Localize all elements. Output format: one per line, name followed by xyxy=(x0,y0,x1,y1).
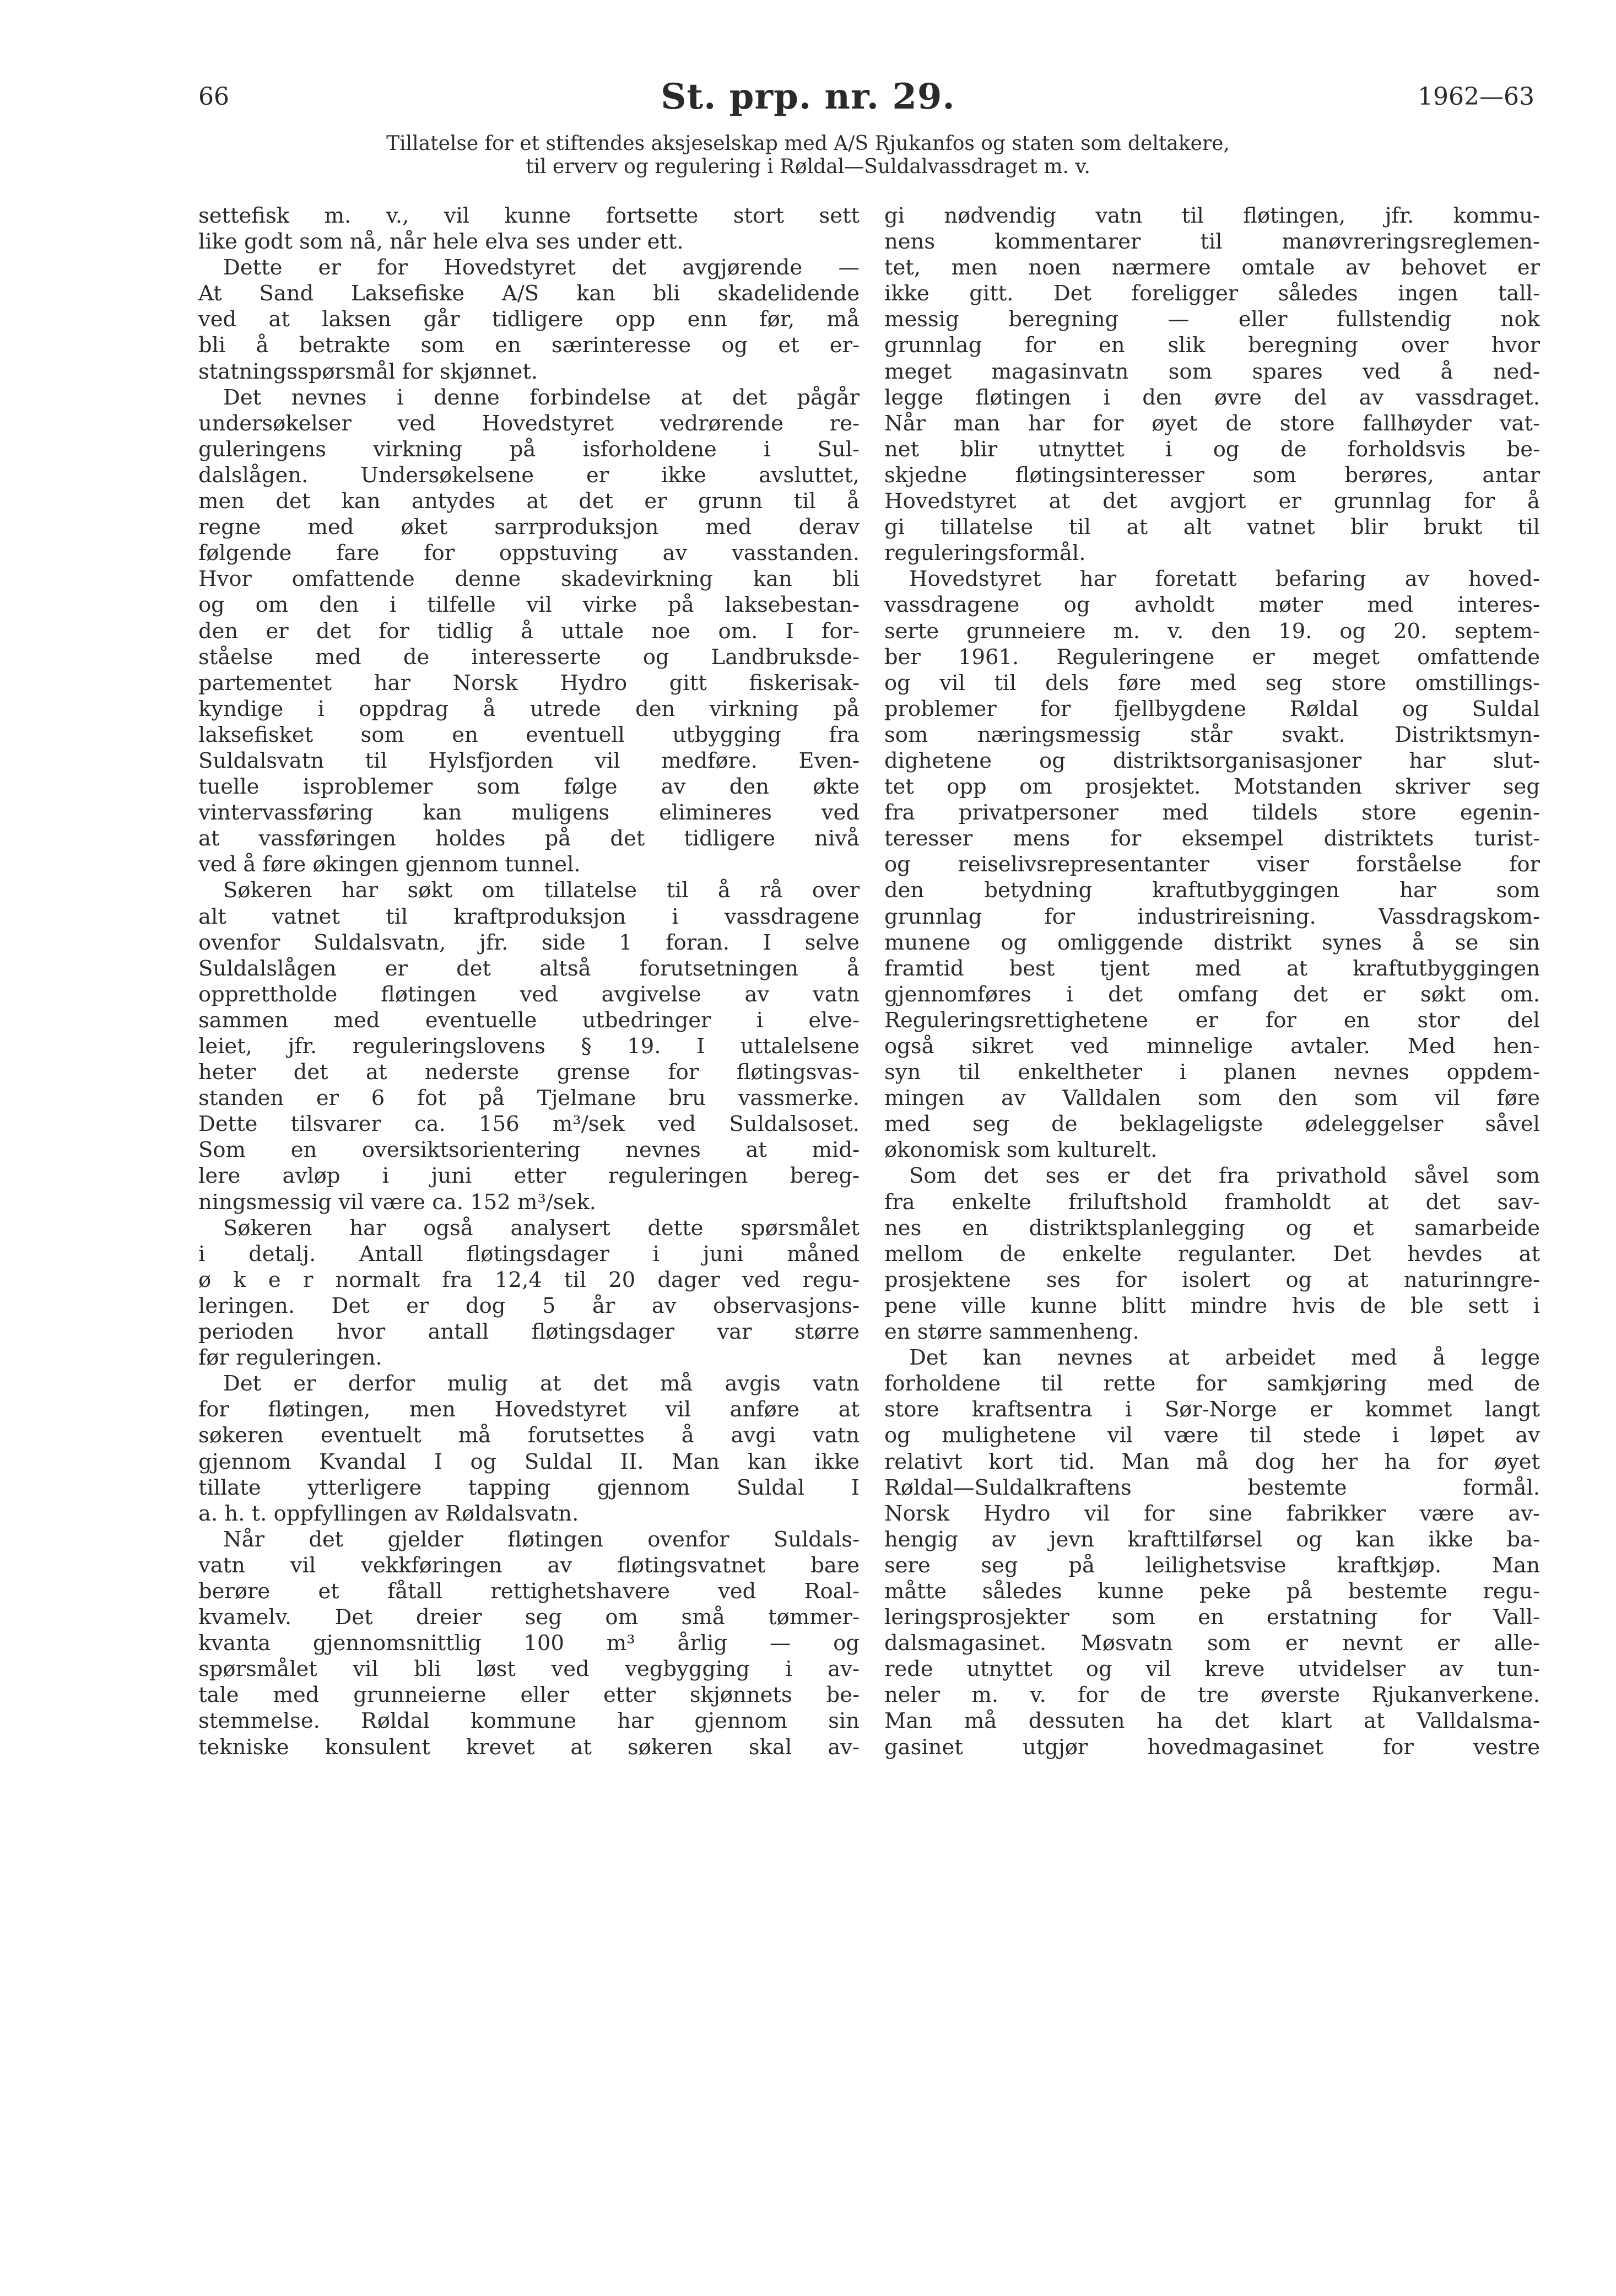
text-line: bli å betrakte som en særinteresse og et er- xyxy=(198,333,860,358)
text-line: for fløtingen, men Hovedstyret vil anføre at xyxy=(198,1397,860,1422)
text-line: Det nevnes i denne forbindelse at det pågår xyxy=(223,385,860,410)
text-line: serte grunneiere m. v. den 19. og 20. septem- xyxy=(884,618,1540,644)
text-line: messig beregning — eller fullstendig nok xyxy=(884,307,1540,332)
text-line: vintervassføring kan muligens elimineres ved xyxy=(198,800,860,826)
text-line: guleringens virkning på isforholdene i Sul- xyxy=(198,436,860,462)
text-line: mellom de enkelte regulanter. Det hevdes at xyxy=(884,1241,1540,1266)
text-line: skjedne fløtingsinteresser som berøres, antar xyxy=(884,462,1540,488)
text-line: gi tillatelse til at alt vatnet blir brukt til xyxy=(884,515,1540,540)
text-line: Når det gjelder fløtingen ovenfor Suldals- xyxy=(223,1527,860,1552)
text-line: a. h. t. oppfyllingen av Røldalsvatn. xyxy=(198,1501,579,1526)
text-line: i detalj. Antall fløtingsdager i juni måned xyxy=(198,1241,860,1266)
text-line: ikke gitt. Det foreligger således ingen tall- xyxy=(884,281,1540,306)
text-line: kvanta gjennomsnittlig 100 m³ årlig — og xyxy=(198,1631,860,1656)
text-line: tillate ytterligere tapping gjennom Suldal I xyxy=(198,1475,860,1500)
text-line: Røldal—Suldalkraftens bestemte formål. xyxy=(884,1475,1540,1500)
text-line: munene og omliggende distrikt synes å se sin xyxy=(884,930,1540,955)
text-line: Søkeren har søkt om tillatelse til å rå over xyxy=(223,878,860,903)
text-line: ståelse med de interesserte og Landbruksde- xyxy=(198,644,860,670)
text-line: og mulighetene vil være til stede i løpet av xyxy=(884,1423,1540,1448)
text-line: Det kan nevnes at arbeidet med å legge xyxy=(909,1345,1540,1371)
text-line: nes en distriktsplanlegging og et samarbeide xyxy=(884,1215,1540,1241)
text-line: som næringsmessig står svakt. Distriktsmyn- xyxy=(884,722,1540,747)
right-text-column xyxy=(884,203,1540,1760)
text-line: ved at laksen går tidligere opp enn før, må xyxy=(198,307,860,332)
text-line: Dette er for Hovedstyret det avgjørende — xyxy=(223,255,860,281)
text-line: settefisk m. v., vil kunne fortsette stort sett xyxy=(198,203,860,228)
text-line: prosjektene ses for isolert og at naturinngre- xyxy=(884,1267,1540,1292)
text-line: dighetene og distriktsorganisasjoner har slut- xyxy=(884,748,1540,773)
text-line: også sikret ved minnelige avtaler. Med hen- xyxy=(884,1034,1540,1059)
text-line: og reiselivsrepresentanter viser forståelse for xyxy=(884,852,1540,877)
text-line: Som det ses er det fra privathold såvel som xyxy=(909,1163,1540,1189)
text-line: rede utnyttet og vil kreve utvidelser av tun- xyxy=(884,1657,1540,1682)
text-line: Reguleringsrettighetene er for en stor del xyxy=(884,1007,1540,1033)
text-line: fra privatpersoner med tildels store egenin- xyxy=(884,800,1540,826)
text-line: syn til enkeltheter i planen nevnes oppdem- xyxy=(884,1060,1540,1085)
session-year: 1962—63 xyxy=(1418,83,1534,111)
text-line: leiet, jfr. reguleringslovens § 19. I uttalelsene xyxy=(198,1034,860,1059)
text-line: alt vatnet til kraftproduksjon i vassdragene xyxy=(198,904,860,929)
text-line: framtid best tjent med at kraftutbyggingen xyxy=(884,956,1540,981)
text-line: neler m. v. for de tre øverste Rjukanverkene. xyxy=(884,1683,1540,1708)
text-line: tale med grunneierne eller etter skjønnets be- xyxy=(198,1683,860,1708)
text-line: følgende fare for oppstuving av vasstanden. xyxy=(198,541,860,566)
text-line: At Sand Laksefiske A/S kan bli skadelidende xyxy=(198,281,860,306)
text-line: relativt kort tid. Man må dog her ha for øyet xyxy=(884,1449,1540,1474)
text-line: dalsmagasinet. Møsvatn som er nevnt er alle- xyxy=(884,1631,1540,1656)
text-line: Som en oversiktsorientering nevnes at mid- xyxy=(198,1138,860,1163)
text-line: Hvor omfattende denne skadevirkning kan bli xyxy=(198,567,860,592)
text-line: og om den i tilfelle vil virke på laksebestan- xyxy=(198,592,860,618)
text-line: ber 1961. Reguleringene er meget omfattende xyxy=(884,644,1540,670)
text-line: standen er 6 fot på Tjelmane bru vassmerke. xyxy=(198,1086,860,1111)
text-line: ved å føre økingen gjennom tunnel. xyxy=(198,852,581,877)
left-text-column xyxy=(198,203,860,1760)
text-line: gjennomføres i det omfang det er søkt om. xyxy=(884,982,1540,1007)
text-line: gasinet utgjør hovedmagasinet for vestre xyxy=(884,1734,1540,1760)
text-line: berøre et fåtall rettighetshavere ved Roal- xyxy=(198,1578,860,1604)
text-line: Det er derfor mulig at det må avgis vatn xyxy=(223,1371,860,1397)
running-subtitle-line-1: Tillatelse for et stiftendes aksjeselskap med A/S Rjukanfos og staten som deltakere, xyxy=(386,132,1230,155)
text-line: hengig av jevn krafttilførsel og kan ikke ba- xyxy=(884,1527,1540,1552)
text-line: sammen med eventuelle utbedringer i elve- xyxy=(198,1007,860,1033)
text-line: meget magasinvatn som spares ved å ned- xyxy=(884,359,1540,384)
text-line: ø k e r normalt fra 12,4 til 20 dager ved regu- xyxy=(198,1267,860,1292)
document-title: St. prp. nr. 29. xyxy=(661,76,955,117)
text-line: heter det at nederste grense for fløtingsvas- xyxy=(198,1060,860,1085)
text-line: grunnlag for en slik beregning over hvor xyxy=(884,333,1540,358)
text-line: tuelle isproblemer som følge av den økte xyxy=(198,774,860,800)
text-line: Søkeren har også analysert dette spørsmålet xyxy=(223,1215,860,1241)
text-line: Når man har for øyet de store fallhøyder vat- xyxy=(884,411,1540,436)
text-line: tet opp om prosjektet. Motstanden skriver seg xyxy=(884,774,1540,800)
page-number: 66 xyxy=(198,83,229,111)
text-line: før reguleringen. xyxy=(198,1345,382,1371)
text-line: med seg de beklageligste ødeleggelser såvel xyxy=(884,1112,1540,1137)
text-line: den er det for tidlig å uttale noe om. I for- xyxy=(198,618,860,644)
text-line: Norsk Hydro vil for sine fabrikker være av- xyxy=(884,1501,1540,1526)
text-line: kyndige i oppdrag å utrede den virkning på xyxy=(198,696,860,721)
text-line: net blir utnyttet i og de forholdsvis be- xyxy=(884,436,1540,462)
text-line: spørsmålet vil bli løst ved vegbygging i av- xyxy=(198,1657,860,1682)
text-line: leringen. Det er dog 5 år av observasjons- xyxy=(198,1293,860,1318)
text-line: Dette tilsvarer ca. 156 m³/sek ved Suldalsoset. xyxy=(198,1112,860,1137)
text-line: regne med øket sarrproduksjon med derav xyxy=(198,515,860,540)
text-line: søkeren eventuelt må forutsettes å avgi vatn xyxy=(198,1423,860,1448)
text-line: teresser mens for eksempel distriktets turist- xyxy=(884,826,1540,851)
text-line: tet, men noen nærmere omtale av behovet er xyxy=(884,255,1540,281)
text-line: opprettholde fløtingen ved avgivelse av vatn xyxy=(198,982,860,1007)
text-line: pene ville kunne blitt mindre hvis de ble sett i xyxy=(884,1293,1540,1318)
text-line: dalslågen. Undersøkelsene er ikke avsluttet, xyxy=(198,462,860,488)
text-line: Hovedstyret at det avgjort er grunnlag for å xyxy=(884,489,1540,514)
text-line: gjennom Kvandal I og Suldal II. Man kan ikke xyxy=(198,1449,860,1474)
text-line: tekniske konsulent krevet at søkeren skal av- xyxy=(198,1734,860,1760)
text-line: Suldalsvatn til Hylsfjorden vil medføre. Even- xyxy=(198,748,860,773)
text-line: og vil til dels føre med seg store omstillings- xyxy=(884,670,1540,696)
text-line: problemer for fjellbygdene Røldal og Suldal xyxy=(884,696,1540,721)
text-line: kvamelv. Det dreier seg om små tømmer- xyxy=(198,1605,860,1630)
text-line: laksefisket som en eventuell utbygging fra xyxy=(198,722,860,747)
text-line: Suldalslågen er det altså forutsetningen å xyxy=(198,956,860,981)
text-line: nens kommentarer til manøvreringsreglemen- xyxy=(884,229,1540,255)
text-line: ningsmessig vil være ca. 152 m³/sek. xyxy=(198,1189,597,1215)
text-line: at vassføringen holdes på det tidligere nivå xyxy=(198,826,860,851)
text-line: økonomisk som kulturelt. xyxy=(884,1138,1158,1163)
text-line: partementet har Norsk Hydro gitt fiskerisak- xyxy=(198,670,860,696)
text-line: perioden hvor antall fløtingsdager var større xyxy=(198,1319,860,1345)
text-line: forholdene til rette for samkjøring med de xyxy=(884,1371,1540,1397)
text-line: den betydning kraftutbyggingen har som xyxy=(884,878,1540,903)
text-line: statningsspørsmål for skjønnet. xyxy=(198,359,538,384)
text-line: store kraftsentra i Sør-Norge er kommet langt xyxy=(884,1397,1540,1422)
text-line: mingen av Valldalen som den som vil føre xyxy=(884,1086,1540,1111)
text-line: måtte således kunne peke på bestemte regu- xyxy=(884,1578,1540,1604)
text-line: fra enkelte friluftshold framholdt at det sav- xyxy=(884,1189,1540,1215)
text-line: ovenfor Suldalsvatn, jfr. side 1 foran. I selve xyxy=(198,930,860,955)
text-line: gi nødvendig vatn til fløtingen, jfr. kommu- xyxy=(884,203,1540,228)
text-line: like godt som nå, når hele elva ses under ett. xyxy=(198,229,684,255)
text-line: lere avløp i juni etter reguleringen bereg- xyxy=(198,1163,860,1189)
text-line: undersøkelser ved Hovedstyret vedrørende re- xyxy=(198,411,860,436)
text-line: men det kan antydes at det er grunn til å xyxy=(198,489,860,514)
text-line: stemmelse. Røldal kommune har gjennom sin xyxy=(198,1708,860,1734)
text-line: Hovedstyret har foretatt befaring av hoved- xyxy=(909,567,1540,592)
text-line: vatn vil vekkføringen av fløtingsvatnet bare xyxy=(198,1553,860,1578)
text-line: sere seg på leilighetsvise kraftkjøp. Man xyxy=(884,1553,1540,1578)
text-line: Man må dessuten ha det klart at Valldalsma- xyxy=(884,1708,1540,1734)
text-line: legge fløtingen i den øvre del av vassdraget. xyxy=(884,385,1540,410)
text-line: grunnlag for industrireisning. Vassdragskom- xyxy=(884,904,1540,929)
text-line: en større sammenheng. xyxy=(884,1319,1139,1345)
text-line: vassdragene og avholdt møter med interes- xyxy=(884,592,1540,618)
text-line: leringsprosjekter som en erstatning for Vall- xyxy=(884,1605,1540,1630)
running-subtitle-line-2: til erverv og regulering i Røldal—Suldalvassdraget m. v. xyxy=(526,155,1090,178)
text-line: reguleringsformål. xyxy=(884,541,1086,566)
